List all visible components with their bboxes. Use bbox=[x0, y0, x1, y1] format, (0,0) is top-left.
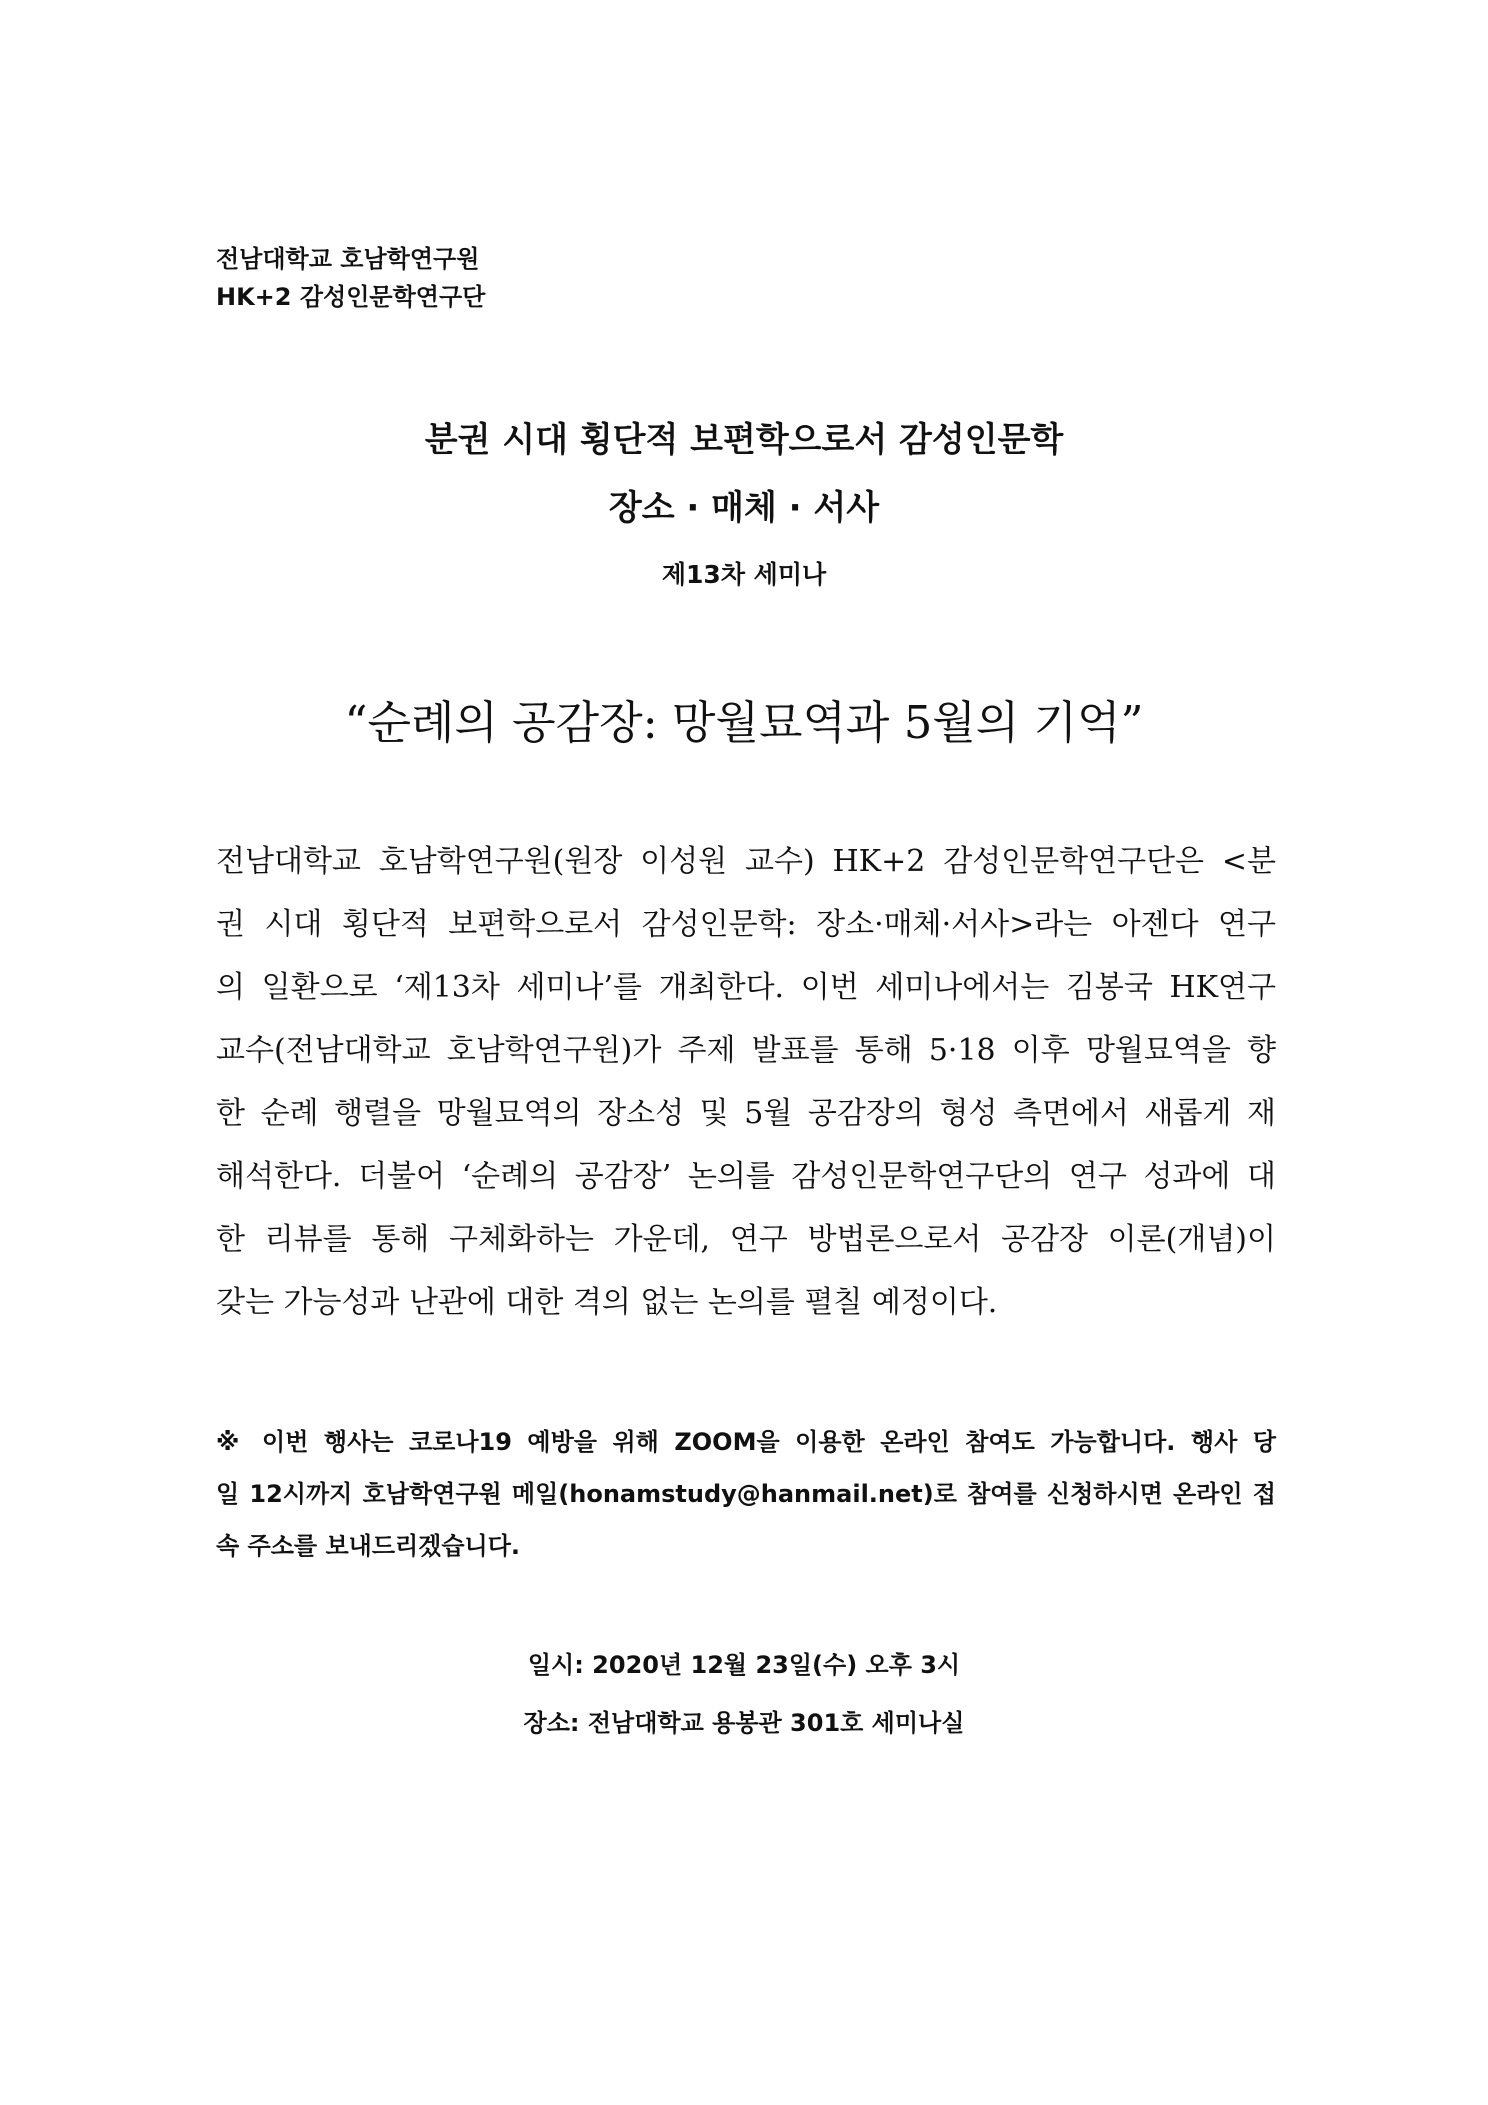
body-line: 갖는 가능성과 난관에 대한 격의 없는 논의를 펼칠 예정이다. bbox=[216, 1285, 998, 1320]
org-line-research-group: HK+2 감성인문학연구단 bbox=[216, 283, 486, 311]
series-subtitle: 장소 · 매체 · 서사 bbox=[608, 488, 880, 528]
organization-header bbox=[216, 240, 485, 316]
seminar-number: 제13차 세미나 bbox=[661, 560, 827, 589]
notice-line: 일 12시까지 호남학연구원 메일(honamstudy@hanmail.net)로 참여를 신청하시면 온라인 접 bbox=[216, 1480, 1276, 1508]
event-location: 장소: 전남대학교 용봉관 301호 세미나실 bbox=[523, 1709, 965, 1737]
body-line: 권 시대 횡단적 보편학으로서 감성인문학: 장소·매체·서사>라는 아젠다 연구 bbox=[216, 907, 1276, 942]
body-line: 해석한다. 더불어 ‘순례의 공감장’ 논의를 감성인문학연구단의 연구 성과에 대 bbox=[216, 1159, 1276, 1194]
event-info bbox=[0, 1636, 1488, 1752]
body-line: 한 리뷰를 통해 구체화하는 가운데, 연구 방법론으로서 공감장 이론(개념)이 bbox=[216, 1222, 1276, 1257]
notice-line: ※ 이번 행사는 코로나19 예방을 위해 ZOOM을 이용한 온라인 참여도 가능합니다. 행사 당 bbox=[216, 1428, 1276, 1456]
body-paragraph bbox=[216, 830, 1276, 1334]
online-notice bbox=[216, 1416, 1276, 1572]
body-line: 교수(전남대학교 호남학연구원)가 주제 발표를 통해 5·18 이후 망월묘역을 향 bbox=[216, 1033, 1276, 1068]
body-line: 의 일환으로 ‘제13차 세미나’를 개최한다. 이번 세미나에서는 김봉국 HK연구 bbox=[216, 970, 1276, 1005]
org-line-institute: 전남대학교 호남학연구원 bbox=[216, 245, 480, 273]
seminar-title: “순례의 공감장: 망월묘역과 5월의 기억” bbox=[344, 696, 1144, 749]
body-line: 한 순례 행렬을 망월묘역의 장소성 및 5월 공감장의 형성 측면에서 새롭게 재 bbox=[216, 1096, 1276, 1131]
series-title: 분권 시대 횡단적 보편학으로서 감성인문학 bbox=[424, 420, 1064, 460]
body-line: 전남대학교 호남학연구원(원장 이성원 교수) HK+2 감성인문학연구단은 <분 bbox=[216, 844, 1276, 879]
notice-line: 속 주소를 보내드리겠습니다. bbox=[216, 1532, 521, 1560]
event-datetime: 일시: 2020년 12월 23일(수) 오후 3시 bbox=[527, 1651, 961, 1679]
